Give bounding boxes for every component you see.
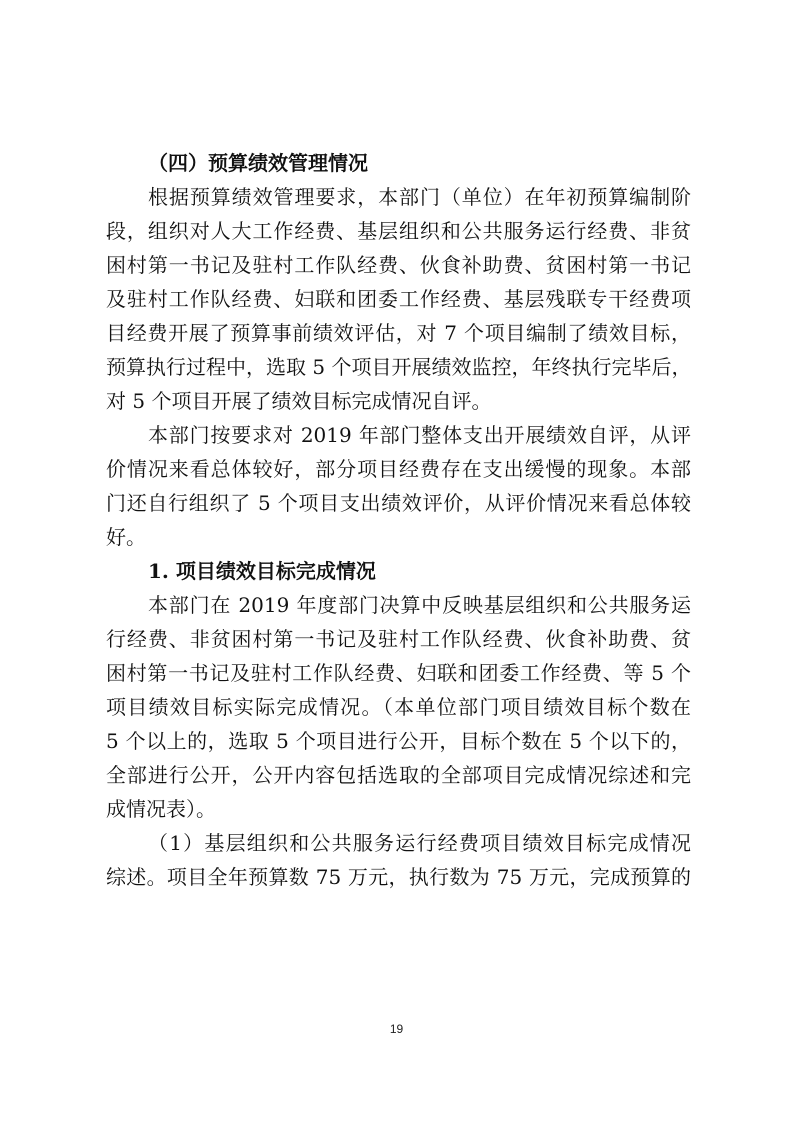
paragraph-line: 价情况来看总体较好，部分项目经费存在支出缓慢的现象。本部 bbox=[106, 457, 691, 481]
paragraph-line: 好。 bbox=[106, 525, 146, 549]
paragraph-line: 根据预算绩效管理要求，本部门（单位）在年初预算编制阶 bbox=[148, 185, 691, 209]
paragraph-self-evaluation bbox=[106, 418, 691, 554]
paragraph-line: 对 5 个项目开展了绩效目标完成情况自评。 bbox=[106, 389, 492, 413]
paragraph-line: 行经费、非贫困村第一书记及驻村工作队经费、伙食补助费、贫 bbox=[106, 627, 691, 651]
paragraph-line: 困村第一书记及驻村工作队经费、伙食补助费、贫困村第一书记 bbox=[106, 253, 691, 277]
paragraph-line: （1）基层组织和公共服务运行经费项目绩效目标完成情况 bbox=[148, 831, 691, 855]
paragraph-line: 5 个以上的，选取 5 个项目进行公开，目标个数在 5 个以下的， bbox=[106, 729, 691, 753]
paragraph-line: 本部门按要求对 2019 年部门整体支出开展绩效自评，从评 bbox=[148, 423, 691, 447]
subsection-heading: 1. 项目绩效目标完成情况 bbox=[148, 559, 376, 583]
paragraph-line: 综述。项目全年预算数 75 万元，执行数为 75 万元，完成预算的 bbox=[106, 865, 691, 889]
paragraph-line: 预算执行过程中，选取 5 个项目开展绩效监控，年终执行完毕后， bbox=[106, 355, 692, 379]
page-number: 19 bbox=[389, 1022, 404, 1036]
paragraph-project-goals bbox=[106, 588, 691, 826]
paragraph-line: 困村第一书记及驻村工作队经费、妇联和团委工作经费、等 5 个 bbox=[106, 661, 691, 685]
paragraph-line: 目经费开展了预算事前绩效评估，对 7 个项目编制了绩效目标， bbox=[106, 321, 691, 345]
paragraph-line: 成情况表）。 bbox=[106, 797, 216, 821]
paragraph-pre-assessment bbox=[106, 180, 691, 418]
paragraph-line: 本部门在 2019 年度部门决算中反映基层组织和公共服务运 bbox=[148, 593, 691, 617]
paragraph-project-summary bbox=[106, 826, 691, 894]
paragraph-line: 项目绩效目标实际完成情况。（本单位部门项目绩效目标个数在 bbox=[106, 695, 691, 719]
section-budget-performance bbox=[106, 146, 691, 894]
paragraph-line: 全部进行公开，公开内容包括选取的全部项目完成情况综述和完 bbox=[106, 763, 691, 787]
paragraph-line: 及驻村工作队经费、妇联和团委工作经费、基层残联专干经费项 bbox=[106, 287, 691, 311]
section-heading: （四）预算绩效管理情况 bbox=[148, 151, 368, 175]
paragraph-line: 段，组织对人大工作经费、基层组织和公共服务运行经费、非贫 bbox=[106, 219, 691, 243]
paragraph-line: 门还自行组织了 5 个项目支出绩效评价，从评价情况来看总体较 bbox=[106, 491, 691, 515]
